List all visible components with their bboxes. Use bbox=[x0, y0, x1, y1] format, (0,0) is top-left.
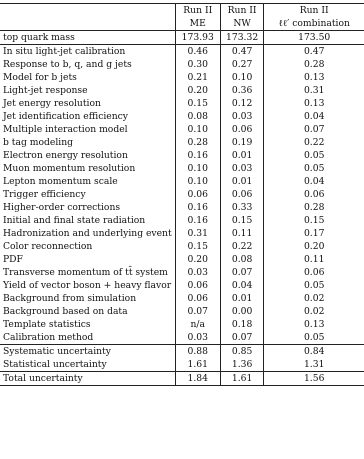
cell-nw: 0.19 bbox=[220, 136, 264, 149]
header-cell-comb: Run II bbox=[264, 4, 364, 18]
cell-me: 0.88 bbox=[187, 346, 208, 357]
header-cell-nw: NW bbox=[220, 17, 264, 31]
row-label: Lepton momentum scale bbox=[0, 175, 175, 188]
cell-me: 173.93 bbox=[181, 32, 214, 43]
cell-comb: 0.11 bbox=[264, 253, 364, 266]
cell-nw: 0.22 bbox=[220, 240, 264, 253]
cell-me: 0.03 bbox=[187, 267, 208, 278]
cell-nw: 0.00 bbox=[220, 305, 264, 318]
table-row bbox=[0, 240, 364, 253]
cell-comb: 0.22 bbox=[264, 136, 364, 149]
row-label: In situ light-jet calibration bbox=[0, 45, 175, 59]
row-label: Multiple interaction model bbox=[0, 123, 175, 136]
cell-comb: 0.05 bbox=[264, 149, 364, 162]
cell-me: 0.07 bbox=[187, 306, 208, 317]
row-label: Muon momentum resolution bbox=[0, 162, 175, 175]
cell-comb: 0.05 bbox=[264, 279, 364, 292]
row-label: top quark mass bbox=[0, 31, 175, 45]
row-label: Total uncertainty bbox=[0, 372, 175, 386]
table-row bbox=[0, 58, 364, 71]
header-cell-label bbox=[0, 17, 175, 31]
header-cell-nw: Run II bbox=[220, 4, 264, 18]
cell-me: 0.16 bbox=[187, 215, 208, 226]
cell-comb: 0.13 bbox=[264, 71, 364, 84]
cell-comb: 0.05 bbox=[264, 162, 364, 175]
cell-comb: 0.13 bbox=[264, 97, 364, 110]
cell-nw: 173.32 bbox=[220, 31, 264, 45]
cell-comb: 0.06 bbox=[264, 266, 364, 279]
cell-comb: 0.31 bbox=[264, 84, 364, 97]
cell-comb: 173.50 bbox=[264, 31, 364, 45]
header-cell-comb: ℓℓ′ combination bbox=[264, 17, 364, 31]
table-row bbox=[0, 149, 364, 162]
cell-comb: 0.02 bbox=[264, 292, 364, 305]
cell-me: 0.08 bbox=[187, 111, 208, 122]
row-label: Systematic uncertainty bbox=[0, 345, 175, 359]
table-row bbox=[0, 305, 364, 318]
header-cell-me: Run II bbox=[183, 5, 213, 16]
cell-me: 0.46 bbox=[187, 46, 208, 57]
cell-nw: 0.07 bbox=[220, 266, 264, 279]
cell-me: 0.03 bbox=[187, 332, 208, 343]
table-row bbox=[0, 110, 364, 123]
summary-body bbox=[0, 345, 364, 372]
row-label: Jet energy resolution bbox=[0, 97, 175, 110]
table-row bbox=[0, 201, 364, 214]
cell-nw: 0.47 bbox=[220, 45, 264, 59]
cell-me: 0.10 bbox=[187, 176, 208, 187]
cell-nw: 0.06 bbox=[220, 188, 264, 201]
cell-me: 0.16 bbox=[187, 202, 208, 213]
cell-nw: 1.36 bbox=[220, 358, 264, 372]
cell-nw: 0.06 bbox=[220, 123, 264, 136]
cell-me: 0.16 bbox=[187, 150, 208, 161]
table-row bbox=[0, 266, 364, 279]
cell-nw: 0.01 bbox=[220, 175, 264, 188]
uncertainty-table bbox=[0, 3, 364, 386]
cell-me: 0.28 bbox=[187, 137, 208, 148]
table-row bbox=[0, 45, 364, 59]
cell-nw: 0.03 bbox=[220, 162, 264, 175]
row-label: Model for b jets bbox=[0, 71, 175, 84]
row-label: Template statistics bbox=[0, 318, 175, 331]
cell-nw: 0.36 bbox=[220, 84, 264, 97]
row-label: Background from simulation bbox=[0, 292, 175, 305]
top-mass-row bbox=[0, 31, 364, 45]
row-label: Hadronization and underlying event bbox=[0, 227, 175, 240]
cell-comb: 0.28 bbox=[264, 58, 364, 71]
row-label: Response to b, q, and g jets bbox=[0, 58, 175, 71]
cell-comb: 0.04 bbox=[264, 175, 364, 188]
table-row bbox=[0, 227, 364, 240]
header-cell-label bbox=[0, 4, 175, 18]
table-row bbox=[0, 71, 364, 84]
cell-comb: 0.04 bbox=[264, 110, 364, 123]
table-row bbox=[0, 292, 364, 305]
cell-comb: 0.06 bbox=[264, 188, 364, 201]
cell-comb: 0.17 bbox=[264, 227, 364, 240]
cell-comb: 0.05 bbox=[264, 331, 364, 345]
cell-me: 0.15 bbox=[187, 98, 208, 109]
cell-me: 0.06 bbox=[187, 280, 208, 291]
cell-comb: 0.28 bbox=[264, 201, 364, 214]
table-row bbox=[0, 162, 364, 175]
cell-me: 0.10 bbox=[187, 124, 208, 135]
row-label: Higher-order corrections bbox=[0, 201, 175, 214]
row-label: Color reconnection bbox=[0, 240, 175, 253]
table-row bbox=[0, 318, 364, 331]
table-row bbox=[0, 97, 364, 110]
header-cell-me: ME bbox=[189, 18, 206, 29]
cell-me: 0.20 bbox=[187, 254, 208, 265]
header-row-1 bbox=[0, 4, 364, 18]
total-row bbox=[0, 372, 364, 386]
cell-nw: 0.01 bbox=[220, 292, 264, 305]
cell-nw: 0.27 bbox=[220, 58, 264, 71]
cell-comb: 0.15 bbox=[264, 214, 364, 227]
row-label: Light-jet response bbox=[0, 84, 175, 97]
row-label: Trigger efficiency bbox=[0, 188, 175, 201]
cell-comb: 0.07 bbox=[264, 123, 364, 136]
cell-comb: 0.02 bbox=[264, 305, 364, 318]
table-row bbox=[0, 84, 364, 97]
row-label: Yield of vector boson + heavy flavor bbox=[0, 279, 175, 292]
cell-nw: 0.85 bbox=[220, 345, 264, 359]
cell-nw: 0.18 bbox=[220, 318, 264, 331]
table-row bbox=[0, 214, 364, 227]
cell-me: 0.30 bbox=[187, 59, 208, 70]
cell-nw: 0.12 bbox=[220, 97, 264, 110]
table-row bbox=[0, 136, 364, 149]
row-label: Calibration method bbox=[0, 331, 175, 345]
cell-me: 1.84 bbox=[187, 373, 208, 384]
cell-nw: 0.33 bbox=[220, 201, 264, 214]
systematics-body bbox=[0, 45, 364, 345]
cell-comb: 0.13 bbox=[264, 318, 364, 331]
row-label: Transverse momentum of tt̄ system bbox=[0, 266, 175, 279]
table-row bbox=[0, 188, 364, 201]
table-row bbox=[0, 253, 364, 266]
cell-nw: 0.01 bbox=[220, 149, 264, 162]
row-label: b tag modeling bbox=[0, 136, 175, 149]
cell-me: 0.15 bbox=[187, 241, 208, 252]
table-row bbox=[0, 279, 364, 292]
cell-me: 0.31 bbox=[187, 228, 208, 239]
row-label: Statistical uncertainty bbox=[0, 358, 175, 372]
cell-nw: 0.10 bbox=[220, 71, 264, 84]
table-row bbox=[0, 358, 364, 372]
cell-nw: 0.03 bbox=[220, 110, 264, 123]
cell-me: 0.20 bbox=[187, 85, 208, 96]
cell-me: 0.06 bbox=[187, 189, 208, 200]
row-label: Initial and final state radiation bbox=[0, 214, 175, 227]
cell-comb: 0.47 bbox=[264, 45, 364, 59]
cell-comb: 1.56 bbox=[264, 372, 364, 386]
cell-nw: 0.08 bbox=[220, 253, 264, 266]
row-label: Background based on data bbox=[0, 305, 175, 318]
cell-nw: 0.11 bbox=[220, 227, 264, 240]
cell-comb: 0.84 bbox=[264, 345, 364, 359]
cell-me: 1.61 bbox=[187, 359, 208, 370]
table-row bbox=[0, 123, 364, 136]
row-label: Jet identification efficiency bbox=[0, 110, 175, 123]
table-row bbox=[0, 345, 364, 359]
cell-me: 0.10 bbox=[187, 163, 208, 174]
header-row-2 bbox=[0, 17, 364, 31]
cell-nw: 0.15 bbox=[220, 214, 264, 227]
cell-nw: 1.61 bbox=[220, 372, 264, 386]
cell-nw: 0.07 bbox=[220, 331, 264, 345]
table-row bbox=[0, 175, 364, 188]
row-label: PDF bbox=[0, 253, 175, 266]
cell-comb: 1.31 bbox=[264, 358, 364, 372]
row-label: Electron energy resolution bbox=[0, 149, 175, 162]
cell-comb: 0.20 bbox=[264, 240, 364, 253]
table-row bbox=[0, 331, 364, 345]
cell-me: 0.21 bbox=[187, 72, 208, 83]
cell-me: 0.06 bbox=[187, 293, 208, 304]
cell-nw: 0.04 bbox=[220, 279, 264, 292]
cell-me: n/a bbox=[190, 319, 205, 330]
